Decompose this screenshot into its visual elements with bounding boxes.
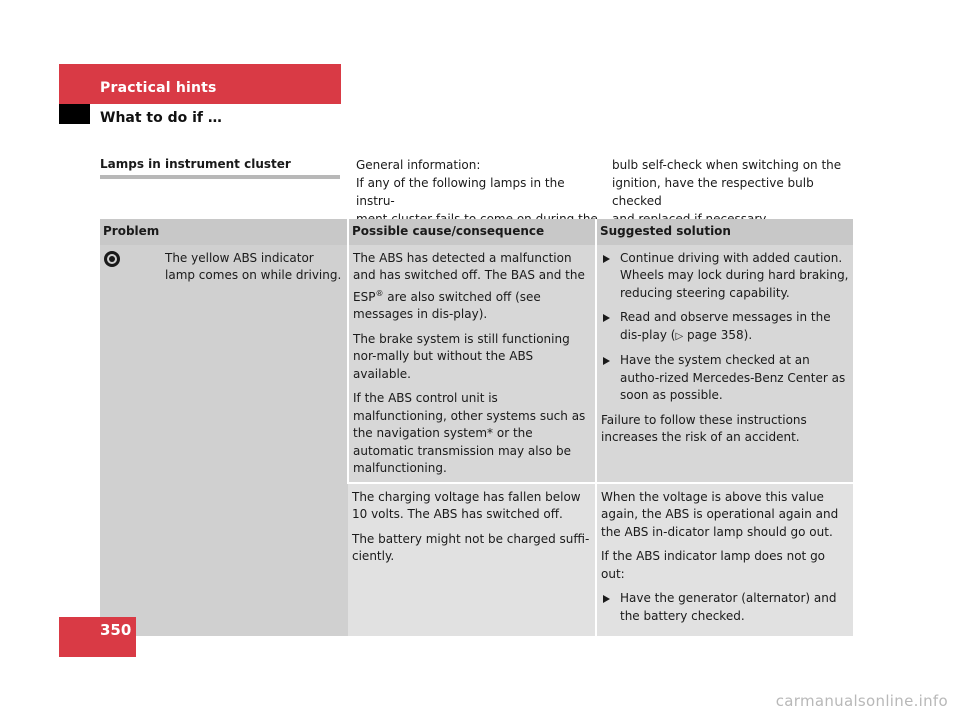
solution-step — [601, 309, 849, 345]
problem-description: The yellow ABS indicator lamp comes on while driving. — [165, 250, 342, 282]
cause-paragraph: The battery might not be charged suffi-ciently. — [352, 531, 590, 563]
page-ref-arrow-icon: ▷ — [675, 330, 684, 342]
solution-paragraph: If the ABS indicator lamp does not go out: — [601, 549, 826, 581]
section-heading: Lamps in instrument cluster — [100, 157, 291, 171]
column-header-cause: Possible cause/consequence — [348, 219, 596, 245]
watermark: carmanualsonline.info — [775, 692, 948, 710]
chapter-title: Practical hints — [100, 80, 217, 96]
registered-mark: ® — [375, 288, 384, 298]
cause-text: are also switched off (see messages in dis-play). — [353, 289, 541, 321]
solution-steps — [601, 590, 849, 625]
table-row — [100, 245, 853, 483]
solution-step: Have the generator (alternator) and the battery checked. — [601, 590, 849, 625]
cause-cell — [348, 483, 596, 637]
step-text: Read and observe messages in the dis-play ( — [620, 310, 831, 342]
intro-text-col1: General information: If any of the following lamps in the instru- — [356, 158, 565, 208]
cause-paragraph — [353, 250, 591, 324]
cause-text: The ABS has detected a malfunction and has switched off. The BAS and the ESP — [353, 250, 585, 304]
cause-paragraph: The brake system is still functioning nor-mally but without the ABS available. — [353, 331, 570, 381]
solution-cell — [596, 245, 853, 483]
solution-paragraph: When the voltage is above this value again, the ABS is operational again and the ABS in-dicator lamp should go out. — [601, 489, 839, 539]
solution-cell — [596, 483, 853, 637]
solution-steps — [601, 250, 849, 405]
column-header-solution: Suggested solution — [596, 219, 853, 245]
intro-text-col2: bulb self-check when switching on the ignition, have the respective bulb checked — [612, 158, 842, 208]
section-subtitle: What to do if … — [100, 110, 222, 126]
page-number: 350 — [100, 621, 132, 639]
solution-step: Have the system checked at an autho-rized Mercedes-Benz Center as soon as possible. — [601, 352, 849, 405]
cause-paragraph: If the ABS control unit is malfunctioning, other systems such as the navigation system* or the automatic transmission may also be malfunctioning. — [353, 391, 586, 475]
cause-paragraph: The charging voltage has fallen below 10 volts. The ABS has switched off. — [352, 489, 581, 521]
problem-table — [100, 219, 853, 636]
step-text: page 358). — [683, 327, 753, 342]
section-heading-rule — [100, 175, 340, 179]
abs-indicator-icon — [104, 251, 120, 267]
header-black-tab — [59, 104, 90, 124]
column-header-problem: Problem — [100, 219, 348, 245]
warning-text: Failure to follow these instructions increases the risk of an accident. — [601, 412, 807, 444]
problem-cell — [100, 245, 348, 637]
solution-step: Continue driving with added caution. Wheels may lock during hard braking, reducing steering capability. — [601, 250, 849, 303]
table-header-row — [100, 219, 853, 245]
cause-cell — [348, 245, 596, 483]
